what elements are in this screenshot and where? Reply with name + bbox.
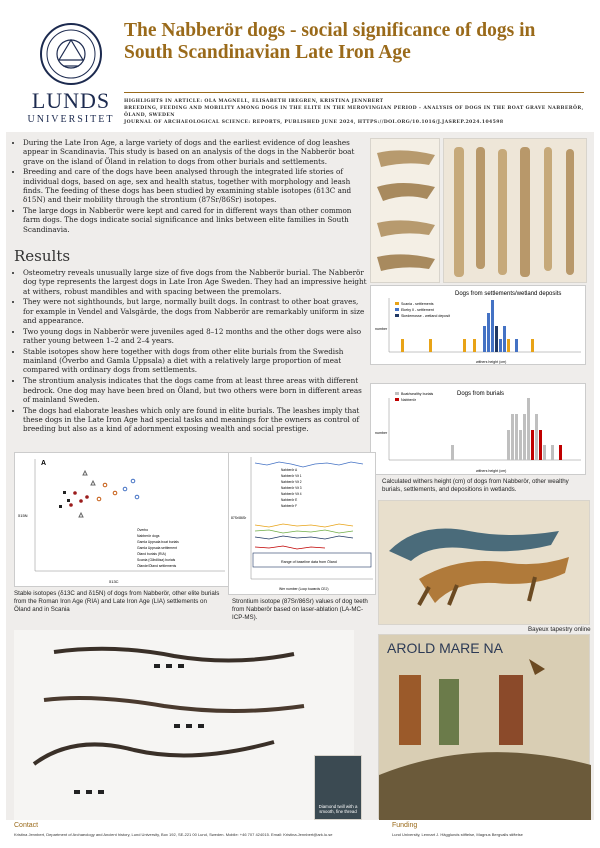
results-item: • Stable isotopes show here together with dogs from other elite burials from the Swedish mainland (Överbo and Gamla Uppsala) a diet with a relatively large proportion of meat compared with ordinary dogs from settlements.: [23, 347, 369, 375]
chart-title: Dogs from settlements/wetland deposits: [455, 291, 562, 297]
results-item: • Osteometry reveals unusually large size of five dogs from the Nabberör burial. The Nabberör dog type represents the largest dogs in Late Iron Age Sweden. They had an impressive height at withers, robust mandibles and with spacing between the premolars.: [23, 268, 369, 296]
legend-entry: Nabberör F: [281, 504, 298, 508]
bayeux-dogs-image: [378, 500, 590, 625]
x-axis-label: withers height (cm): [476, 469, 507, 473]
bayeux-caption: Bayeux tapestry online: [528, 626, 591, 633]
intro-item: • The large dogs in Nabberör were kept and cared for in different ways than other common farm dogs. The dogs indicate social significance and links between elite families in South Scandinavia.: [23, 206, 359, 234]
legend-entry: Nabberör Vit 1: [281, 474, 302, 478]
dog-mandibles-photo: [370, 138, 440, 283]
legend-entry: Scania - settlements: [401, 302, 434, 306]
logo-universitet: UNIVERSITET: [27, 114, 115, 125]
results-item: • The dogs had elaborate leashes which only are found in elite burials. The leashes imply that these dogs in the Late Iron Age had special tasks and meanings for the owners as control of breeding but also as a kind of adornment exposing wealth and social prestige.: [23, 406, 369, 434]
bayeux-tapestry-image: [378, 634, 590, 819]
tapestry-inscription: AROLD MARE NA: [387, 640, 503, 656]
chart-title: Dogs from burials: [457, 391, 505, 397]
results-item: • The strontium analysis indicates that the dogs came from at least three areas with different bedrock. One dog may have been bred on Öland, but two others were born in different areas of mainland Sweden.: [23, 376, 369, 404]
results-item: • They were not sighthounds, but large, normally built dogs. In contrast to other boat graves, for example in Vendel and Valsgärde, the dogs from Nabberör are remarkably uniform in size and appearance.: [23, 297, 369, 325]
funding-text: Lund University, Lennart J. Hägglunds stiftelse, Magnus Bergvalls stiftelse: [392, 832, 523, 837]
contact-text: Kristina Jennbert, Department of Archaeology and Ancient history, Lund University, Box 192, SE-221 00 Lund, Sweden. Mobile: +46 707 424015. Email: Kristina.Jennbert@ark.lu.se: [14, 832, 333, 837]
baseline-annotation: Range of baseline data from Öland: [281, 560, 337, 564]
poster-title: The Nabberör dogs - social significance of dogs in South Scandinavian Late Iron Age: [124, 20, 536, 63]
poster-footer: [6, 820, 594, 848]
dog-limb-bones-photo: [443, 138, 587, 283]
x-axis-label: δ13C: [109, 579, 119, 584]
logo-lunds: LUNDS: [31, 88, 111, 113]
legend-entry: Nabberör E: [281, 498, 298, 502]
intro-list: [14, 138, 359, 235]
legend-entry: Nabberör Vit 4: [281, 492, 302, 496]
isotope-scatter-chart: [14, 452, 229, 587]
y-axis-label: number: [375, 327, 388, 331]
diamond-caption: Diamond twill with a smooth, fine thread: [318, 804, 358, 815]
panel-label: A: [41, 460, 47, 467]
legend-entry: Överbo: [137, 528, 149, 532]
lund-university-logo: [26, 22, 116, 125]
legend-entry: Gamla Uppsala settlement: [137, 546, 177, 550]
legend-entry: Gamla Uppsala boat burials: [137, 540, 179, 544]
y-axis-label: number: [375, 431, 388, 435]
legend-entry: Öland burials (RIA): [137, 552, 166, 556]
results-list: [14, 268, 369, 435]
withers-settlements-chart: [370, 285, 586, 365]
title-divider: [124, 92, 584, 93]
article-highlights: HIGHLIGHTS IN ARTICLE: OLA MAGNELL, ELISABETH IREGREN, KRISTINA JENNBERT BREEDING, FEEDING AND MOBILITY AMONG DOGS IN THE ELITE IN THE MEROVINGIAN PERIOD - ANALYSIS OF DOGS IN THE BOAT GRAVE NABBERÖR, ÖLAND, SWEDEN JOURNAL OF ARCHAEOLOGICAL SCIENCE: REPORTS, PUBLISHED JUNE 2024, HTTPS://DOI.ORG/10.1016/J.JASREP.2024.104598: [124, 99, 584, 125]
results-item: • Two young dogs in Nabberör were juveniles aged 8–12 months and the other dogs were also rather young between 1–2 and 2–4 years.: [23, 327, 369, 346]
legend-entry: Scania (Gårdlösa) burials: [137, 558, 176, 562]
legend-entry: Ekeby II - settlement: [401, 308, 434, 312]
x-axis-label: withers height (cm): [476, 360, 507, 364]
legend-entry: Nabberör dogs: [137, 534, 160, 538]
y-axis-label: δ15N: [18, 513, 28, 518]
university-seal-icon: [39, 22, 103, 86]
iron-leashes-photo: [14, 630, 354, 822]
withers-burials-chart: [370, 383, 586, 475]
legend-entry: Nabberör A: [281, 468, 298, 472]
withers-caption: Calculated withers height (cm) of dogs from Nabberör, other wealthy burials, settlements, and depositions in wetlands.: [382, 478, 569, 493]
legend-entry: Boat/wealthy burials: [401, 392, 434, 396]
y-axis-label: 87Sr/86Sr: [231, 516, 247, 520]
diamond-twill-photo: [314, 755, 362, 820]
legend-entry: Skedemosse - wetland deposit: [401, 314, 450, 318]
legend-entry: Nabberör Vit 3: [281, 486, 302, 490]
legend-entry: Nabberör: [401, 398, 416, 402]
contact-heading: Contact: [14, 822, 39, 829]
legend-entry: Nabberör Vit 2: [281, 480, 302, 484]
strontium-caption: Strontium isotope (87Sr/86Sr) values of dog teeth from Nabberör based on laser-ablation (LA-MC-ICP-MS).: [232, 598, 368, 621]
legend-entry: Ölande/Öland settlements: [137, 564, 177, 568]
intro-item: • Breeding and care of the dogs have been analysed through the integrated life stories of individual dogs, based on age, sex and health status, together with morphology and leash finds. The feeding of these dogs has been studied by examining stable isotopes (δ13C and δ15N) and their mobility through the strontium (87Sr/86Sr) isotopes.: [23, 167, 359, 204]
results-heading: Results: [14, 247, 71, 265]
isotope-caption: Stable isotopes (δ13C and δ15N) of dogs from Nabberör, other elite burials from the Roman Iron Age (RIA) and Late Iron Age (LIA) settlements on Öland and in Scania: [14, 590, 220, 613]
poster-header: [0, 0, 600, 132]
intro-item: • During the Late Iron Age, a large variety of dogs and the earliest evidence of dog leashes appear in Scandinavia. This study is based on an analysis of the dogs in the Nabberör boat grave on the island of Öland in relation to dogs from other burials and settlements.: [23, 138, 359, 166]
x-axis-label: Wer number (Loop towards CEJ): [279, 587, 329, 591]
strontium-line-chart: [228, 452, 376, 595]
funding-heading: Funding: [392, 822, 418, 829]
